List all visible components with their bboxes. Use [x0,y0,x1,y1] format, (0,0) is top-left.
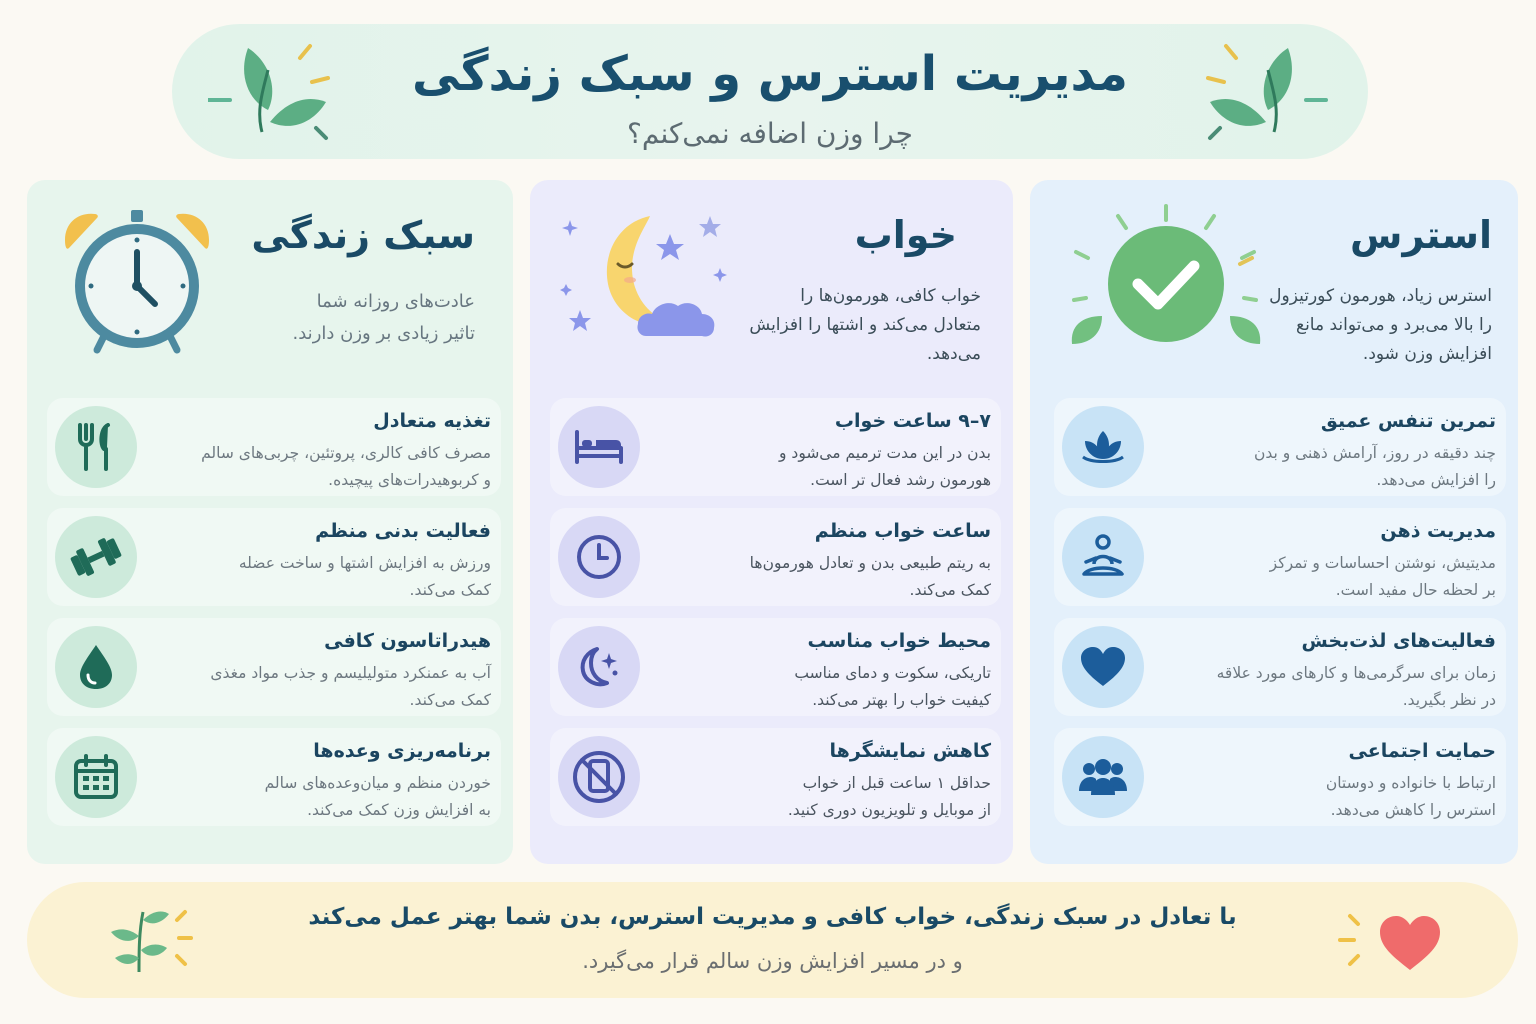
stress-column [1030,180,1518,864]
list-item [47,398,501,496]
lifestyle-title: سبک زندگی [251,213,475,257]
list-item [47,508,501,606]
sleep-title: خواب [854,213,957,257]
check-circle-icon [1066,204,1266,354]
page-subtitle: چرا وزن اضافه نمی‌کنم؟ [627,117,913,150]
item-title: محیط خواب مناسب [807,630,991,652]
item-description: مصرف کافی کالری، پروتئین، چربی‌های سالم و کربوهیدرات‌های پیچیده. [201,444,491,489]
heart-icon [1062,626,1144,708]
item-title: تمرین تنفس عمیق [1320,410,1496,432]
water-drop-icon [55,626,137,708]
clock-icon [558,516,640,598]
item-title: فعالیت بدنی منظم [315,520,491,542]
item-title: تغذیه متعادل [373,410,491,432]
footer-banner [27,882,1518,998]
item-title: مدیریت ذهن [1380,520,1496,542]
calendar-icon [55,736,137,818]
item-description: بدن در این مدت ترمیم می‌شود و هورمون رشد فعال تر است. [779,444,991,489]
item-description: به ریتم طبیعی بدن و تعادل هورمون‌ها کمک می‌کند. [749,554,991,599]
lifestyle-column [27,180,513,864]
lifestyle-description: عادت‌های روزانه شما تاثیر زیادی بر وزن دارند. [292,291,475,344]
item-description: حداقل ۱ ساعت قبل از خواب از موبایل و تلویزیون دوری کنید. [787,774,991,819]
item-title: ساعت خواب منظم [814,520,991,542]
footer-headline: با تعادل در سبک زندگی، خواب کافی و مدیریت استرس، بدن شما بهتر عمل می‌کند [308,904,1237,930]
item-description: زمان برای سرگرمی‌ها و کارهای مورد علاقه در نظر بگیرید. [1216,664,1496,709]
item-description: آب به عمنکرد متولیلیسم و جذب مواد مغذی کمک می‌کند. [210,664,491,709]
lotus-icon [1062,406,1144,488]
sleep-column [530,180,1013,864]
fork-knife-icon [55,406,137,488]
list-item [1054,398,1506,496]
moon-stars-icon [558,626,640,708]
item-title: ۷–۹ ساعت خواب [834,410,991,432]
moon-cloud-icon [558,208,738,358]
dumbbell-icon [55,516,137,598]
item-description: خوردن منظم و میان‌وعده‌های سالم به افزایش وزن کمک می‌کند. [264,774,491,819]
list-item [550,618,1001,716]
list-item [1054,618,1506,716]
stress-title: استرس [1350,213,1492,257]
list-item [550,508,1001,606]
list-item [47,618,501,716]
bed-icon [558,406,640,488]
footer-subline: و در مسیر افزایش وزن سالم قرار می‌گیرد. [582,949,963,973]
header-banner [172,24,1368,159]
item-title: کاهش نمایشگرها [829,740,991,762]
list-item [550,398,1001,496]
list-item [550,728,1001,826]
item-title: هیدراتاسون کافی [324,630,491,652]
item-title: فعالیت‌های لذت‌بخش [1301,630,1496,652]
list-item [47,728,501,826]
page-title: مدیریت استرس و سبک زندگی [412,46,1128,102]
stress-description: استرس زیاد، هورمون کورتیزول را بالا می‌برد و می‌تواند مانع افزایش وزن شود. [1269,286,1492,364]
no-phone-icon [558,736,640,818]
item-description: مدیتیش، نوشتن احساسات و تمرکز بر لحظه حال مفید است. [1269,554,1496,599]
list-item [1054,728,1506,826]
sleep-description: خواب کافی، هورمون‌ها را متعادل می‌کند و اشتها را افزایش می‌دهد. [749,286,981,364]
item-description: ورزش به افزایش اشتها و ساخت عضله کمک می‌کند. [238,554,491,599]
item-description: ارتباط با خانواده و دوستان استرس را کاهش می‌دهد. [1325,774,1496,819]
item-title: حمایت اجتماعی [1348,740,1496,762]
item-description: چند دقیقه در روز، آرامش ذهنی و بدن را افزایش می‌دهد. [1253,444,1496,489]
group-icon [1062,736,1144,818]
meditation-icon [1062,516,1144,598]
alarm-clock-icon [57,206,217,356]
item-description: تاریکی، سکوت و دمای مناسب کیفیت خواب را بهتر می‌کند. [794,664,991,709]
item-title: برنامه‌ریزی وعده‌ها [313,740,491,762]
list-item [1054,508,1506,606]
